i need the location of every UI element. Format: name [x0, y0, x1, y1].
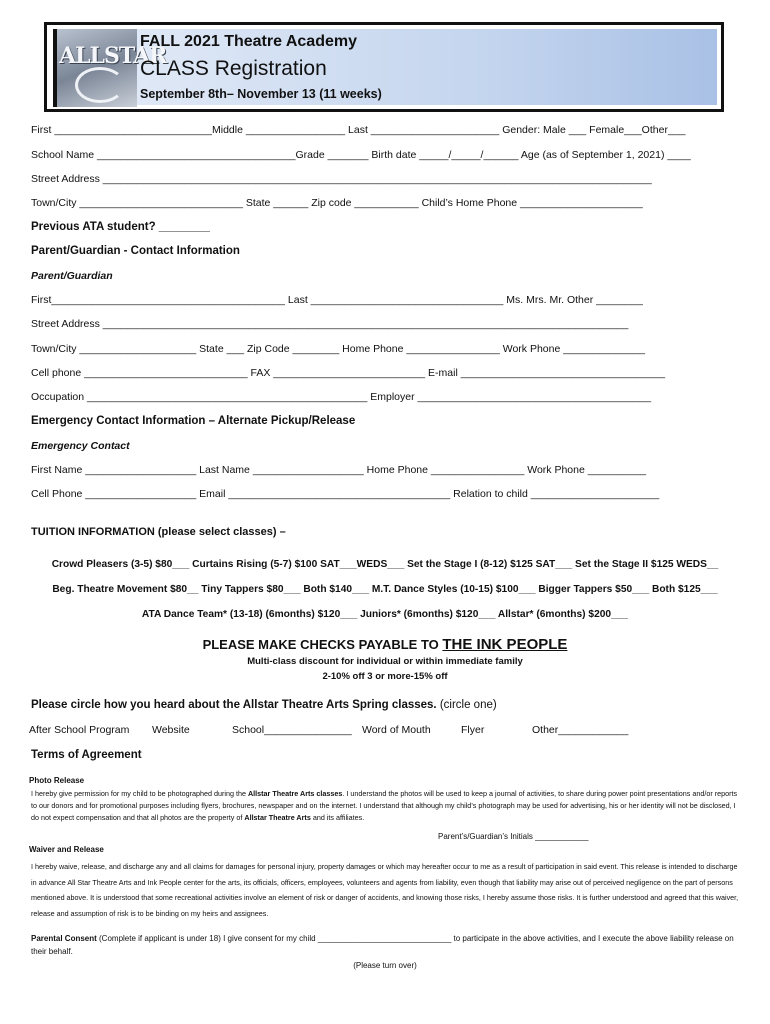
emergency-heading: Emergency Contact Information – Alternate Pickup/Release [31, 415, 356, 427]
heard-question [31, 699, 497, 711]
emergency-subheading: Emergency Contact [31, 440, 130, 452]
photo-release-heading: Photo Release [29, 776, 85, 785]
photo-text-1: I hereby give permission for my child to be photographed during the [31, 789, 248, 798]
heard-option-after-school[interactable]: After School Program [29, 724, 130, 736]
allstar-logo [53, 29, 167, 107]
heard-option-school[interactable]: School_______________ [232, 724, 352, 736]
discount-line-1: Multi-class discount for individual or within immediate family [247, 656, 523, 667]
guardian-name-row[interactable]: First________________________________________ Last _________________________________ Ms. Mrs. Mr. Other ________ [31, 294, 643, 306]
guardian-initials-field[interactable]: Parent’s/Guardian’s Initials ____________ [438, 832, 589, 841]
emergency-name-row[interactable]: First Name ___________________ Last Name ___________________ Home Phone ________________ Work Phone __________ [31, 464, 647, 476]
photo-release-text [31, 788, 741, 824]
guardian-phone-row[interactable]: Cell phone ____________________________ FAX __________________________ E-mail ___________________________________ [31, 367, 666, 379]
photo-text-3: and its affiliates. [310, 813, 365, 822]
student-school-row[interactable]: School Name __________________________________Grade _______ Birth date _____/_____/______ Age (as of September 1, 2021) ____ [31, 149, 691, 161]
guardian-occupation-row[interactable]: Occupation ________________________________________________ Employer ________________________________________ [31, 391, 652, 403]
header-title: FALL 2021 Theatre Academy [140, 33, 357, 50]
tuition-heading: TUITION INFORMATION (please select classes) – [31, 526, 286, 538]
terms-heading: Terms of Agreement [31, 749, 142, 761]
guardian-heading: Parent/Guardian - Contact Information [31, 245, 240, 257]
heard-option-website[interactable]: Website [152, 724, 190, 736]
student-address-row[interactable]: Street Address ______________________________________________________________________________________________ [31, 173, 652, 185]
photo-text-bold2: Allstar Theatre Arts [244, 813, 311, 822]
consent-label: Parental Consent [31, 934, 97, 943]
logo-swirl-icon [75, 67, 125, 103]
logo-text: ALLSTAR [59, 43, 167, 69]
heard-option-word-of-mouth[interactable]: Word of Mouth [362, 724, 431, 736]
parental-consent [31, 932, 741, 958]
student-name-row[interactable]: First ___________________________Middle _________________ Last ______________________ Gender: Male ___ Female___Other___ [31, 124, 686, 136]
checks-prefix: PLEASE MAKE CHECKS PAYABLE TO [202, 637, 443, 652]
photo-text-bold: Allstar Theatre Arts classes [247, 789, 343, 798]
student-town-row[interactable]: Town/City ____________________________ State ______ Zip code ___________ Child’s Home Phone _____________________ [31, 197, 643, 209]
heard-question-rest: (circle one) [436, 699, 497, 711]
tuition-line-2[interactable]: Beg. Theatre Movement $80__ Tiny Tappers $80___ Both $140___ M.T. Dance Styles (10-15) $100___ Bigger Tappers $50___ Both $125___ [52, 584, 718, 595]
guardian-address-row[interactable]: Street Address __________________________________________________________________________________________ [31, 318, 629, 330]
guardian-subheading: Parent/Guardian [31, 270, 113, 282]
checks-payee: THE INK PEOPLE [442, 636, 568, 653]
heard-option-other[interactable]: Other____________ [532, 724, 629, 736]
header-dates: September 8th– November 13 (11 weeks) [140, 87, 382, 101]
heard-question-bold: Please circle how you heard about the Allstar Theatre Arts Spring classes. [31, 699, 437, 711]
previous-student-field[interactable]: Previous ATA student? ________ [31, 221, 210, 233]
checks-payable-line [0, 636, 770, 653]
guardian-town-row[interactable]: Town/City ____________________ State ___ Zip Code ________ Home Phone ________________ Work Phone ______________ [31, 343, 645, 355]
waiver-text: I hereby waive, release, and discharge any and all claims for damages for personal injury, property damages or which may hereafter occur to me as a result of participation in said event. This release is intended to discharge in advance All Star Theatre Arts and Ink People center for the arts, its officials, officers, employees, volunteers and agents from liability, even though that liability may arise out of perceived negligence on the part of persons mentioned above. It is understood that some recreational activities involve an element of risk or danger of accidents, and knowing those risks, I hereby assume those risks. It is further understood and agreed that this waiver, release and assumption of risk is to be binding on my heirs and assignees. [31, 862, 739, 918]
tuition-line-1[interactable]: Crowd Pleasers (3-5) $80___ Curtains Rising (5-7) $100 SAT___WEDS___ Set the Stage I (8-12) $125 SAT___ Set the Stage II $125 WEDS__ [51, 559, 719, 570]
emergency-phone-row[interactable]: Cell Phone ___________________ Email ______________________________________ Relation to child ______________________ [31, 488, 660, 500]
header-subtitle: CLASS Registration [140, 57, 327, 80]
discount-line-2: 2-10% off 3 or more-15% off [322, 671, 448, 682]
waiver-heading: Waiver and Release [29, 845, 104, 854]
turn-over-note: (Please turn over) [353, 961, 417, 970]
heard-option-flyer[interactable]: Flyer [461, 724, 485, 736]
tuition-line-3[interactable]: ATA Dance Team* (13-18) (6months) $120___ Juniors* (6months) $120___ Allstar* (6months) $200___ [141, 609, 629, 620]
photo-text-2: . I understand the photos will be used to keep a journal of activities, to share during power point presentations and/or reports to our donors and for promotional purposes including flyers, brochures, newspaper and on the internet. I understand that although my child’s photograph may be used for advertising, his or her identity will not be disclosed, I do not expect compensation and that all photos are the property of [31, 789, 738, 822]
consent-text[interactable]: (Complete if applicant is under 18) I give consent for my child ______________________________ to participate in the above activities, and I execute the above liability release on their behalf. [31, 934, 734, 956]
